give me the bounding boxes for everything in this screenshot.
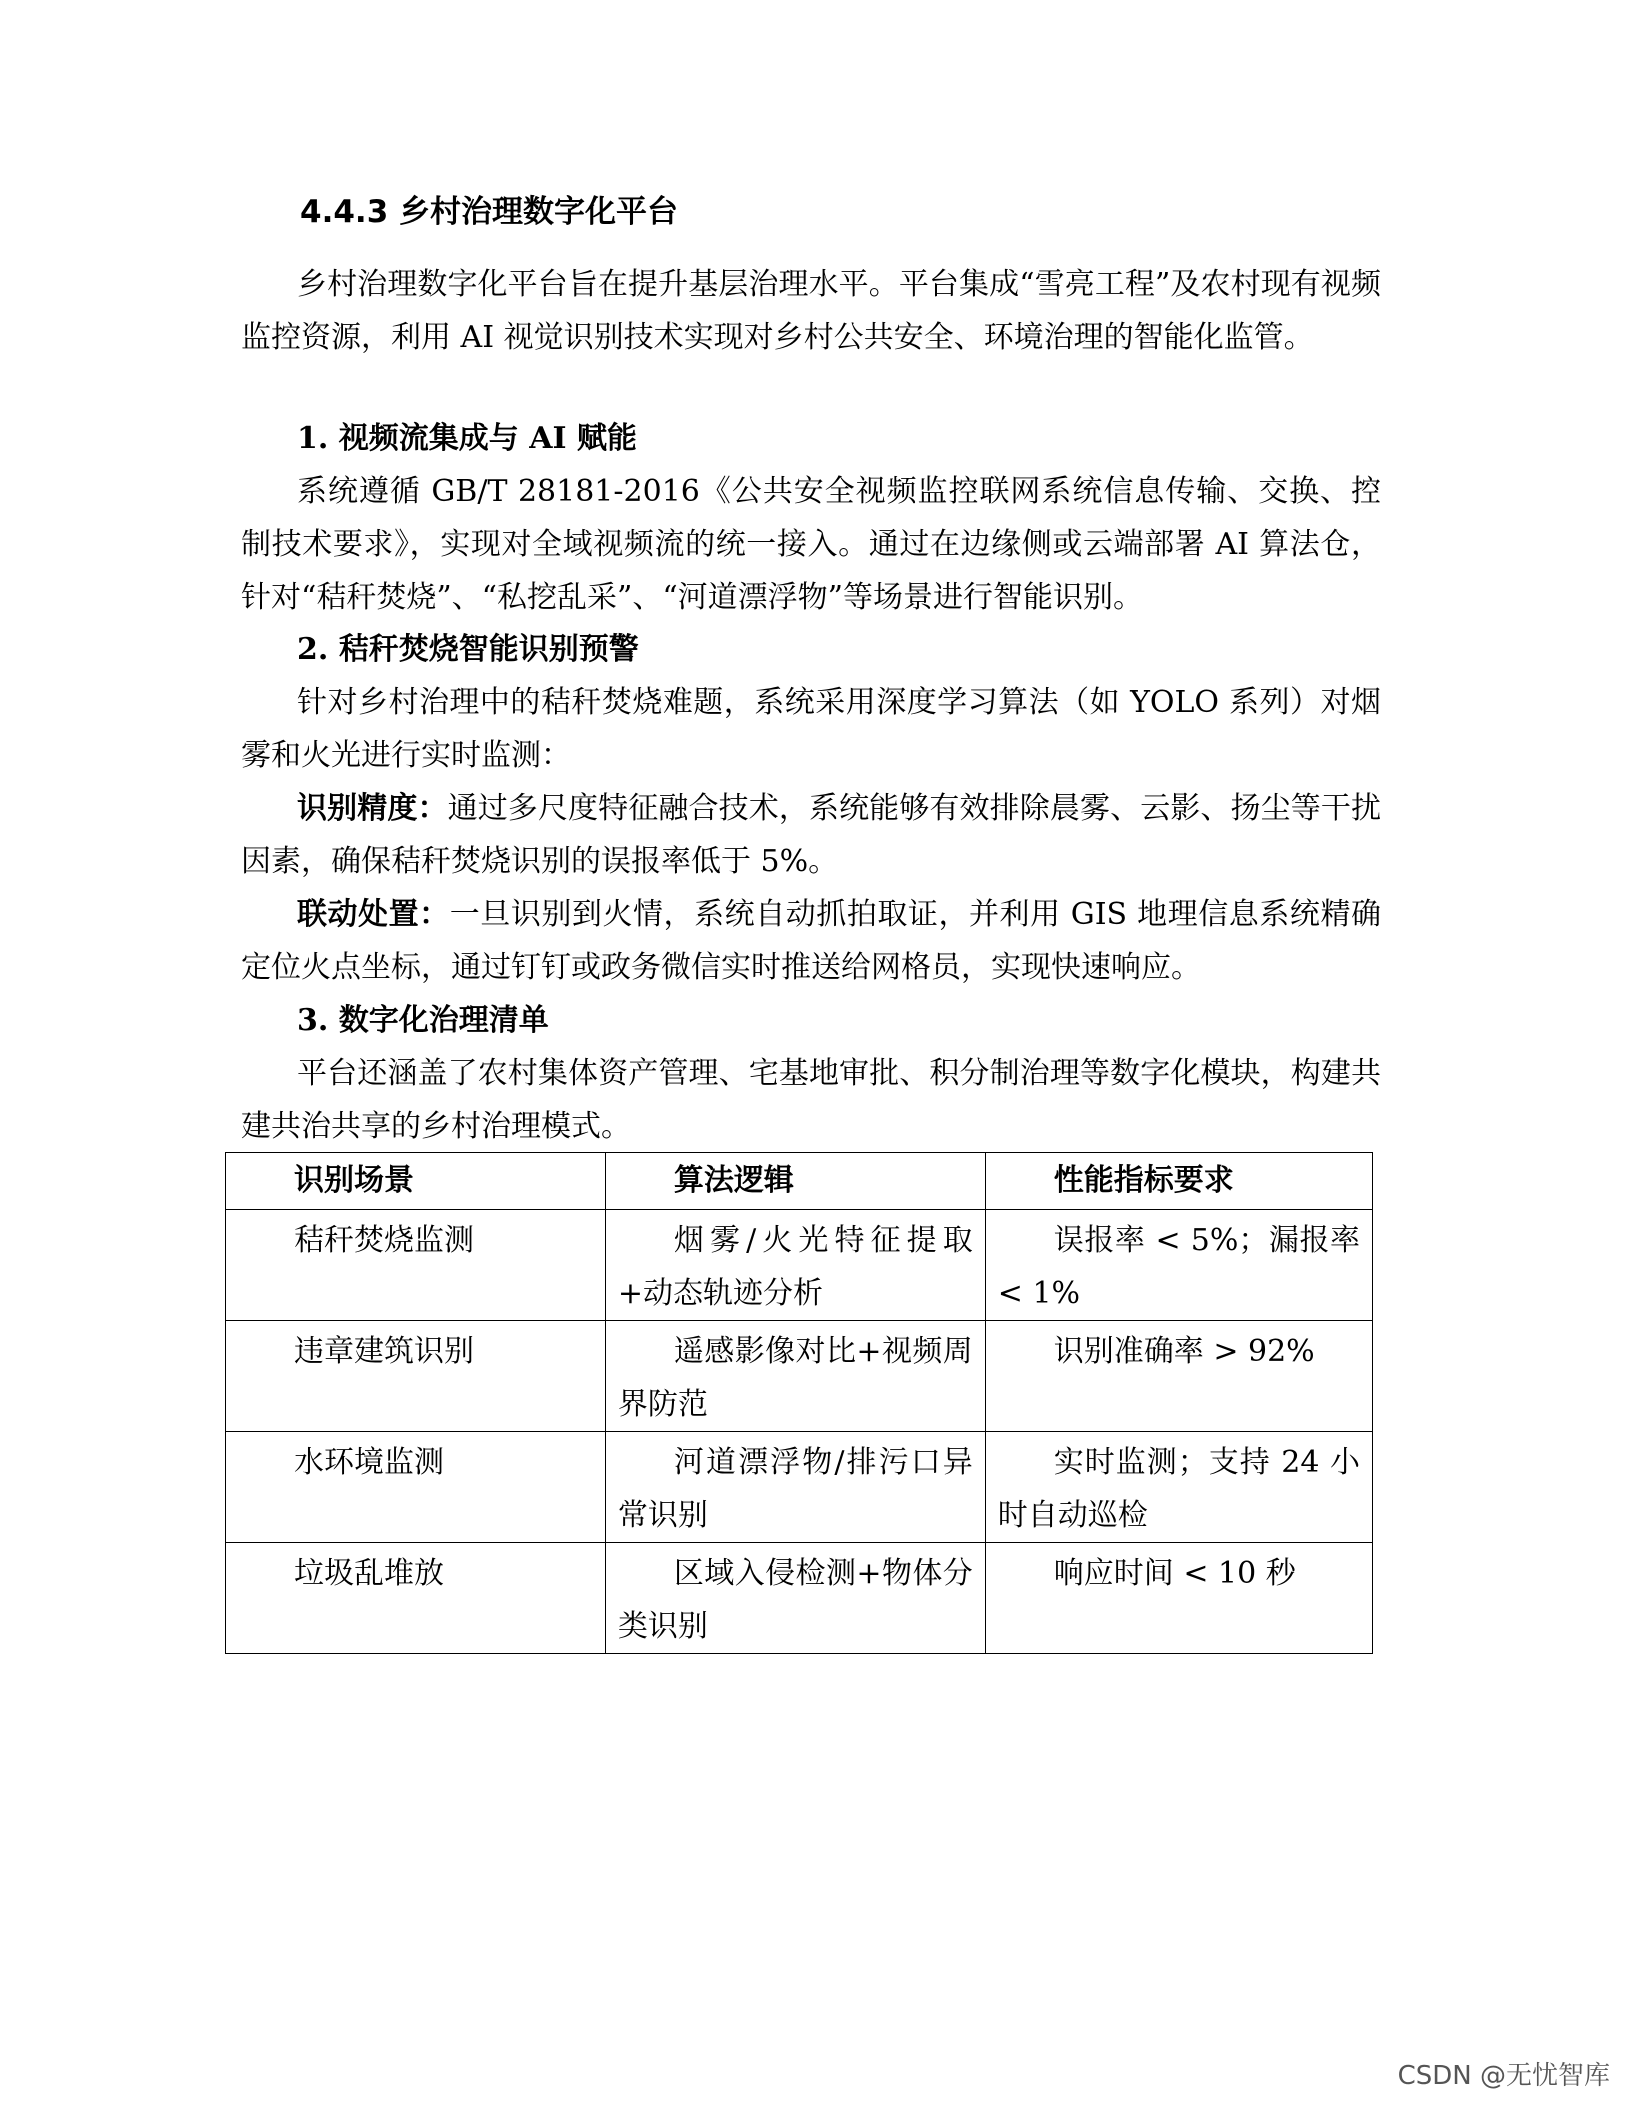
table-row <box>226 1321 1373 1432</box>
cell-scenario: 违章建筑识别 <box>226 1321 606 1432</box>
point-accuracy-label: 识别精度： <box>297 791 448 826</box>
cell-scenario: 垃圾乱堆放 <box>226 1543 606 1654</box>
header-metrics: 性能指标要求 <box>985 1153 1372 1210</box>
cell-scenario: 水环境监测 <box>226 1432 606 1543</box>
point-linkage-text: 一旦识别到火情，系统自动抓拍取证，并利用 GIS 地理信息系统精确定位火点坐标，通过钉钉或政务微信实时推送给网格员，实现快速响应。 <box>241 897 1381 985</box>
item-1-heading: 1. 视频流集成与 AI 赋能 <box>297 421 637 456</box>
item-2-paragraph: 针对乡村治理中的秸秆焚烧难题，系统采用深度学习算法（如 YOLO 系列）对烟雾和火光进行实时监测： <box>241 685 1381 773</box>
point-linkage-label: 联动处置： <box>297 897 450 932</box>
item-1-paragraph: 系统遵循 GB/T 28181-2016《公共安全视频监控联网系统信息传输、交换、控制技术要求》，实现对全域视频流的统一接入。通过在边缘侧或云端部署 AI 算法仓，针对“秸秆焚烧”、“私挖乱采”、“河道漂浮物”等场景进行智能识别。 <box>241 474 1381 615</box>
cell-metrics: 误报率 < 5%；漏报率 < 1% <box>985 1210 1372 1321</box>
table-row <box>226 1432 1373 1543</box>
point-accuracy-text: 通过多尺度特征融合技术，系统能够有效排除晨雾、云影、扬尘等干扰因素，确保秸秆焚烧识别的误报率低于 5%。 <box>241 791 1382 879</box>
header-algorithm: 算法逻辑 <box>605 1153 985 1210</box>
cell-scenario: 秸秆焚烧监测 <box>226 1210 606 1321</box>
table-row <box>226 1543 1373 1654</box>
point-linkage <box>241 888 1381 994</box>
cell-algorithm: 河道漂浮物/排污口异常识别 <box>605 1432 985 1543</box>
cell-metrics: 响应时间 < 10 秒 <box>985 1543 1372 1654</box>
cell-algorithm: 烟雾/火光特征提取+动态轨迹分析 <box>605 1210 985 1321</box>
cell-algorithm: 区域入侵检测+物体分类识别 <box>605 1543 985 1654</box>
watermark: CSDN @无忧智库 <box>1397 2061 1610 2091</box>
scenario-table <box>225 1152 1373 1654</box>
intro-paragraph: 乡村治理数字化平台旨在提升基层治理水平。平台集成“雪亮工程”及农村现有视频监控资源，利用 AI 视觉识别技术实现对乡村公共安全、环境治理的智能化监管。 <box>241 267 1381 355</box>
item-3-paragraph: 平台还涵盖了农村集体资产管理、宅基地审批、积分制治理等数字化模块，构建共建共治共享的乡村治理模式。 <box>241 1056 1381 1144</box>
item-3-heading: 3. 数字化治理清单 <box>297 1003 549 1038</box>
item-2-heading: 2. 秸秆焚烧智能识别预警 <box>297 632 639 667</box>
cell-algorithm: 遥感影像对比+视频周界防范 <box>605 1321 985 1432</box>
point-accuracy <box>241 782 1381 888</box>
cell-metrics: 识别准确率 > 92% <box>985 1321 1372 1432</box>
cell-metrics: 实时监测；支持 24 小时自动巡检 <box>985 1432 1372 1543</box>
section-heading: 4.4.3 乡村治理数字化平台 <box>300 194 679 230</box>
header-scenario: 识别场景 <box>226 1153 606 1210</box>
table-header-row <box>226 1153 1373 1210</box>
table-row <box>226 1210 1373 1321</box>
